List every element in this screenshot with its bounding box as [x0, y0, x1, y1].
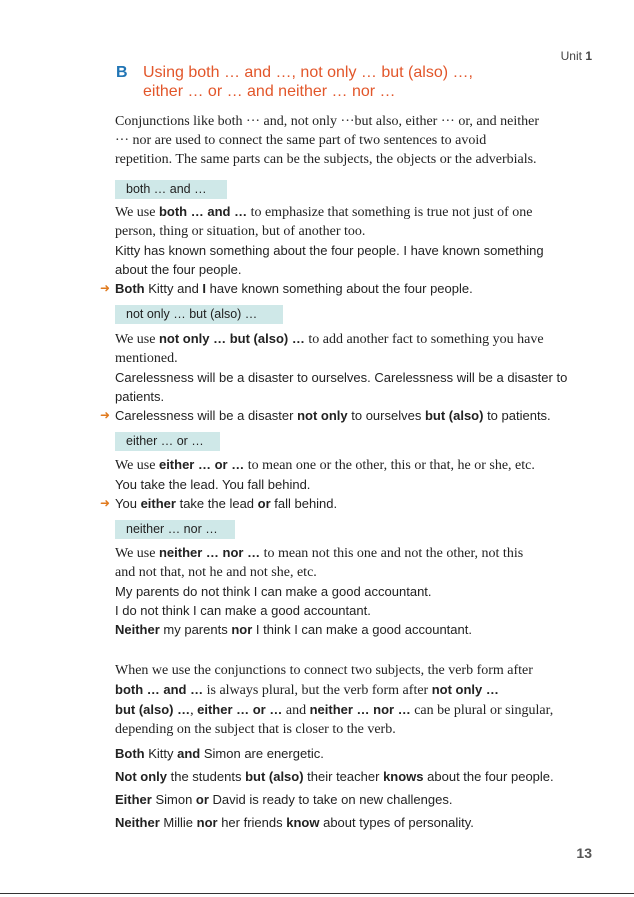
section-title-line1: Using both … and …, not only … but (also) …, — [143, 64, 473, 81]
agreement-paragraph — [115, 661, 590, 739]
agreement-example: Not only the students but (also) their teacher knows about the four people. — [115, 769, 554, 784]
arrow-right-icon: ➜ — [100, 281, 111, 295]
section-title-line2: either … or … and neither … nor … — [143, 83, 396, 100]
bottom-rule — [0, 893, 634, 894]
either-or-section — [100, 455, 590, 513]
intro-line: repetition. The same parts can be the subjects, the objects or the adverbials. — [115, 152, 537, 167]
notonly-desc: We use not only … but (also) … to add another fact to something you have — [115, 331, 544, 347]
both-result: ➜ Both Kitty and I have known something about the four people. — [100, 281, 473, 296]
either-example: You take the lead. You fall behind. — [115, 477, 311, 492]
section-letter: B — [116, 64, 128, 81]
notonly-example-line2: patients. — [115, 389, 165, 404]
section-heading — [116, 63, 586, 101]
notonly-result: ➜ Carelessness will be a disaster not only to ourselves but (also) to patients. — [100, 408, 551, 423]
neither-example-line1: My parents do not think I can make a good accountant. — [115, 584, 432, 599]
both-example-line2: about the four people. — [115, 262, 242, 277]
neither-nor-section — [115, 543, 590, 639]
agreement-example: Both Kitty and Simon are energetic. — [115, 746, 324, 761]
unit-word: Unit — [560, 49, 582, 63]
agreement-line1: When we use the conjunctions to connect two subjects, the verb form after — [115, 663, 533, 678]
either-desc: We use either … or … to mean one or the other, this or that, he or she, etc. — [115, 457, 535, 473]
intro-paragraph — [115, 112, 590, 169]
unit-number: 1 — [585, 49, 592, 63]
intro-line: ··· nor are used to connect the same part of two sentences to avoid — [115, 133, 487, 148]
neither-desc: We use neither … nor … to mean not this one and not the other, not this — [115, 545, 524, 561]
agreement-line3: but (also) …, either … or … and neither … nor … can be plural or singular, — [115, 702, 554, 718]
neither-result: Neither my parents nor I think I can make a good accountant. — [115, 622, 472, 637]
neither-example-line2: I do not think I can make a good accountant. — [115, 603, 371, 618]
not-only-section — [100, 329, 590, 425]
tag-either-or: either … or … — [115, 432, 220, 451]
agreement-line2: both … and … is always plural, but the verb form after not only … — [115, 682, 499, 698]
either-result: ➜ You either take the lead or fall behind. — [100, 496, 338, 511]
agreement-example: Either Simon or David is ready to take on new challenges. — [115, 792, 453, 807]
agreement-example: Neither Millie nor her friends know about types of personality. — [115, 815, 474, 830]
arrow-right-icon: ➜ — [100, 408, 111, 422]
both-example-line1: Kitty has known something about the four people. I have known something — [115, 243, 544, 258]
both-desc-line2: person, thing or situation, but of another too. — [115, 224, 366, 239]
tag-neither-nor: neither … nor … — [115, 520, 235, 539]
intro-line: Conjunctions like both ··· and, not only ···but also, either ··· or, and neither — [115, 114, 539, 129]
agreement-line4: depending on the subject that is closer to the verb. — [115, 722, 396, 737]
notonly-example-line1: Carelessness will be a disaster to ourselves. Carelessness will be a disaster to — [115, 370, 568, 385]
page-number: 13 — [576, 845, 592, 861]
both-desc: We use both … and … to emphasize that something is true not just of one — [115, 204, 533, 220]
agreement-examples — [115, 744, 590, 836]
neither-desc-line2: and not that, not he and not she, etc. — [115, 565, 317, 580]
tag-not-only: not only … but (also) … — [115, 305, 283, 324]
unit-label — [561, 49, 592, 63]
arrow-right-icon: ➜ — [100, 496, 111, 510]
notonly-desc-line2: mentioned. — [115, 351, 178, 366]
tag-both-and: both … and … — [115, 180, 227, 199]
both-and-section — [100, 202, 590, 298]
